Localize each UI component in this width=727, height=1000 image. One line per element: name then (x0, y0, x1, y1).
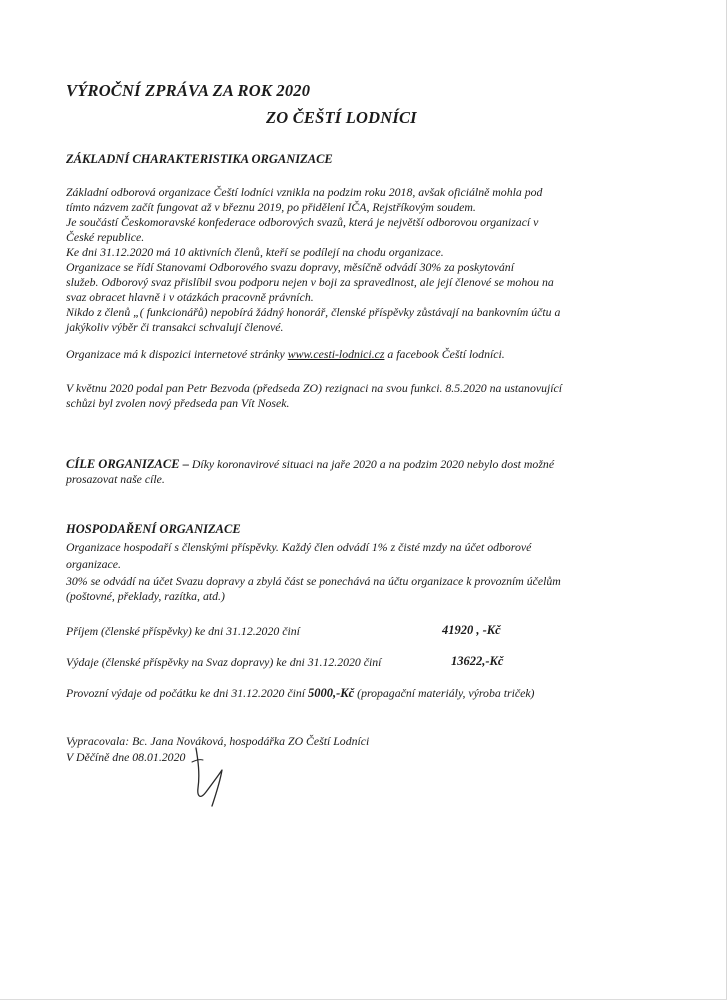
finance-line: (poštovné, překlady, razítka, atd.) (66, 589, 225, 603)
operating-expense-line (66, 686, 534, 701)
paragraph-line: Organizace se řídí Stanovami Odborového svazu dopravy, měsíčně odvádí 30% za poskytování (66, 260, 514, 274)
paragraph-line: Nikdo z členů „( funkcionářů) nepobírá žádný honorář, členské příspěvky zůstávají na bankovním účtu a (66, 305, 561, 319)
chairman-change-line: V květnu 2020 podal pan Petr Bezvoda (předseda ZO) rezignaci na svou funkci. 8.5.2020 na ustanovující (66, 381, 563, 395)
operating-expense-amount: 5000,-Kč (308, 686, 355, 700)
section-heading-finance: HOSPODAŘENÍ ORGANIZACE (66, 522, 241, 536)
goals-text: Díky koronavirové situaci na jaře 2020 a na podzim 2020 nebylo dost možné (188, 457, 555, 471)
website-line (66, 347, 505, 362)
section-heading-basic: ZÁKLADNÍ CHARAKTERISTIKA ORGANIZACE (66, 152, 333, 166)
paragraph-line: svaz obracet hlavně i v otázkách pracovně právních. (66, 290, 314, 304)
paragraph-line: jakýkoliv výběr či transakci schvalují členové. (66, 320, 284, 334)
income-label: Příjem (členské příspěvky) ke dni 31.12.2020 činí (66, 624, 300, 638)
operating-expense-note: (propagační materiály, výroba triček) (354, 686, 535, 700)
website-prefix: Organizace má k dispozici internetové stránky (66, 347, 288, 361)
operating-expense-label: Provozní výdaje od počátku ke dni 31.12.2020 činí (66, 686, 308, 700)
paragraph-line: služeb. Odborový svaz přislíbil svou podporu nejen v boji za spravedlnost, ale její členové se mohou na (66, 275, 554, 289)
paragraph-line: České republice. (66, 230, 145, 244)
expense-label: Výdaje (členské příspěvky na Svaz dopravy) ke dni 31.12.2020 činí (66, 655, 382, 669)
income-amount: 41920 , -Kč (442, 623, 501, 637)
document-title-line1: VÝROČNÍ ZPRÁVA ZA ROK 2020 (66, 81, 311, 100)
goals-line (66, 457, 554, 472)
website-suffix: a facebook Čeští lodníci. (384, 347, 505, 361)
finance-line: organizace. (66, 557, 121, 571)
paragraph-line: tímto názvem začít fungovat až v březnu 2019, po přidělení IČA, Rejstříkovým soudem. (66, 200, 476, 214)
paragraph-line: Je součástí Českomoravské konfederace odborových svazů, která je největší odborovou organizací v (66, 215, 539, 229)
goals-text-continued: prosazovat naše cíle. (66, 472, 165, 486)
finance-line: Organizace hospodaří s členskými příspěvky. Každý člen odvádí 1% z čisté mzdy na účet odborové (66, 540, 532, 554)
place-and-date: V Děčíně dne 08.01.2020 (66, 750, 186, 764)
chairman-change-line: schůzi byl zvolen nový předseda pan Vít Nosek. (66, 396, 290, 410)
signature-image (176, 740, 246, 810)
document-title-line2: ZO ČEŠTÍ LODNÍCI (266, 108, 417, 127)
expense-amount: 13622,-Kč (451, 654, 504, 668)
finance-line: 30% se odvádí na účet Svazu dopravy a zbylá část se ponechává na účtu organizace k provozním účelům (66, 574, 561, 588)
paragraph-line: Ke dni 31.12.2020 má 10 aktivních členů, kteří se podílejí na chodu organizace. (66, 245, 444, 259)
website-link[interactable]: www.cesti-lodnici.cz (287, 347, 385, 361)
prepared-by: Vypracovala: Bc. Jana Nováková, hospodářka ZO Čeští Lodníci (66, 734, 370, 748)
goals-label: CÍLE ORGANIZACE – (66, 457, 189, 471)
paragraph-line: Základní odborová organizace Čeští lodníci vznikla na podzim roku 2018, avšak oficiálně mohla pod (66, 185, 543, 199)
